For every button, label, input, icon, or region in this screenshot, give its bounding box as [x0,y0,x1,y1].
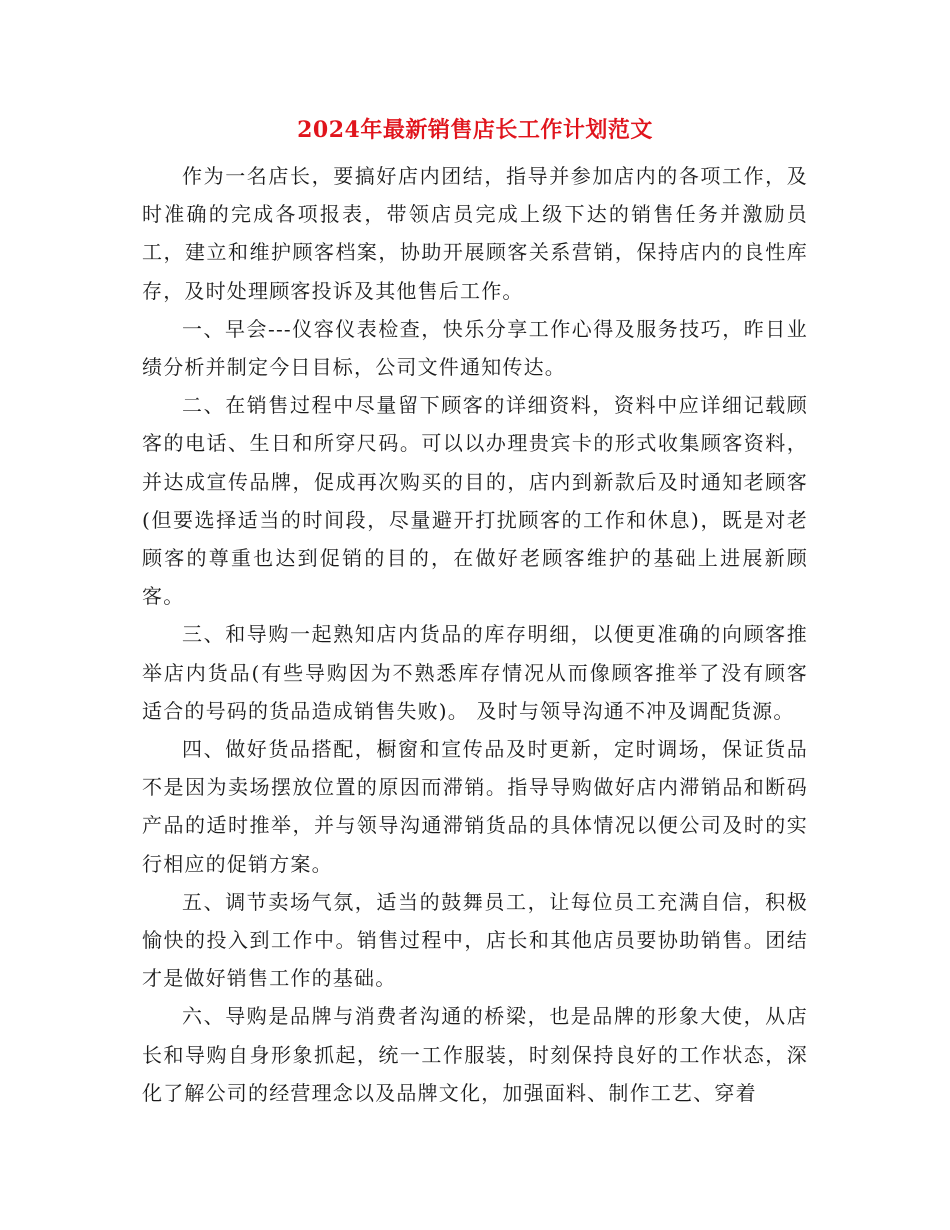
document-title: 2024年最新销售店长工作计划范文 [297,117,653,143]
paragraph-1: 一、早会---仪容仪表检查，快乐分享工作心得及服务技巧，昨日业绩分析并制定今日目标，公司文件通知传达。 [142,316,808,380]
paragraph-intro: 作为一名店长，要搞好店内团结，指导并参加店内的各项工作，及时准确的完成各项报表，带领店员完成上级下达的销售任务并激励员工，建立和维护顾客档案，协助开展顾客关系营销，保持店内的良性库存，及时处理顾客投诉及其他售后工作。 [142,164,808,303]
paragraph-2: 二、在销售过程中尽量留下顾客的详细资料，资料中应详细记载顾客的电话、生日和所穿尺码。可以以办理贵宾卡的形式收集顾客资料，并达成宣传品牌，促成再次购买的目的，店内到新款后及时通知老顾客(但要选择适当的时间段，尽量避开打扰顾客的工作和休息)，既是对老顾客的尊重也达到促销的目的，在做好老顾客维护的基础上进展新顾客。 [142,393,808,609]
paragraph-5: 五、调节卖场气氛，适当的鼓舞员工，让每位员工充满自信，积极愉快的投入到工作中。销售过程中，店长和其他店员要协助销售。团结才是做好销售工作的基础。 [142,889,808,991]
paragraph-3: 三、和导购一起熟知店内货品的库存明细，以便更准确的向顾客推举店内货品(有些导购因为不熟悉库存情况从而像顾客推举了没有顾客适合的号码的货品造成销售失败)。 及时与领导沟通不冲及调配货源。 [142,622,808,723]
paragraph-6: 六、导购是品牌与消费者沟通的桥梁，也是品牌的形象大使，从店长和导购自身形象抓起，统一工作服装，时刻保持良好的工作状态，深化了解公司的经营理念以及品牌文化，加强面料、制作工艺、穿着 [142,1004,808,1105]
paragraph-4: 四、做好货品搭配，橱窗和宣传品及时更新，定时调场，保证货品不是因为卖场摆放位置的原因而滞销。指导导购做好店内滞销品和断码产品的适时推举，并与领导沟通滞销货品的具体情况以便公司及时的实行相应的促销方案。 [142,737,808,876]
document-body [142,157,808,1112]
